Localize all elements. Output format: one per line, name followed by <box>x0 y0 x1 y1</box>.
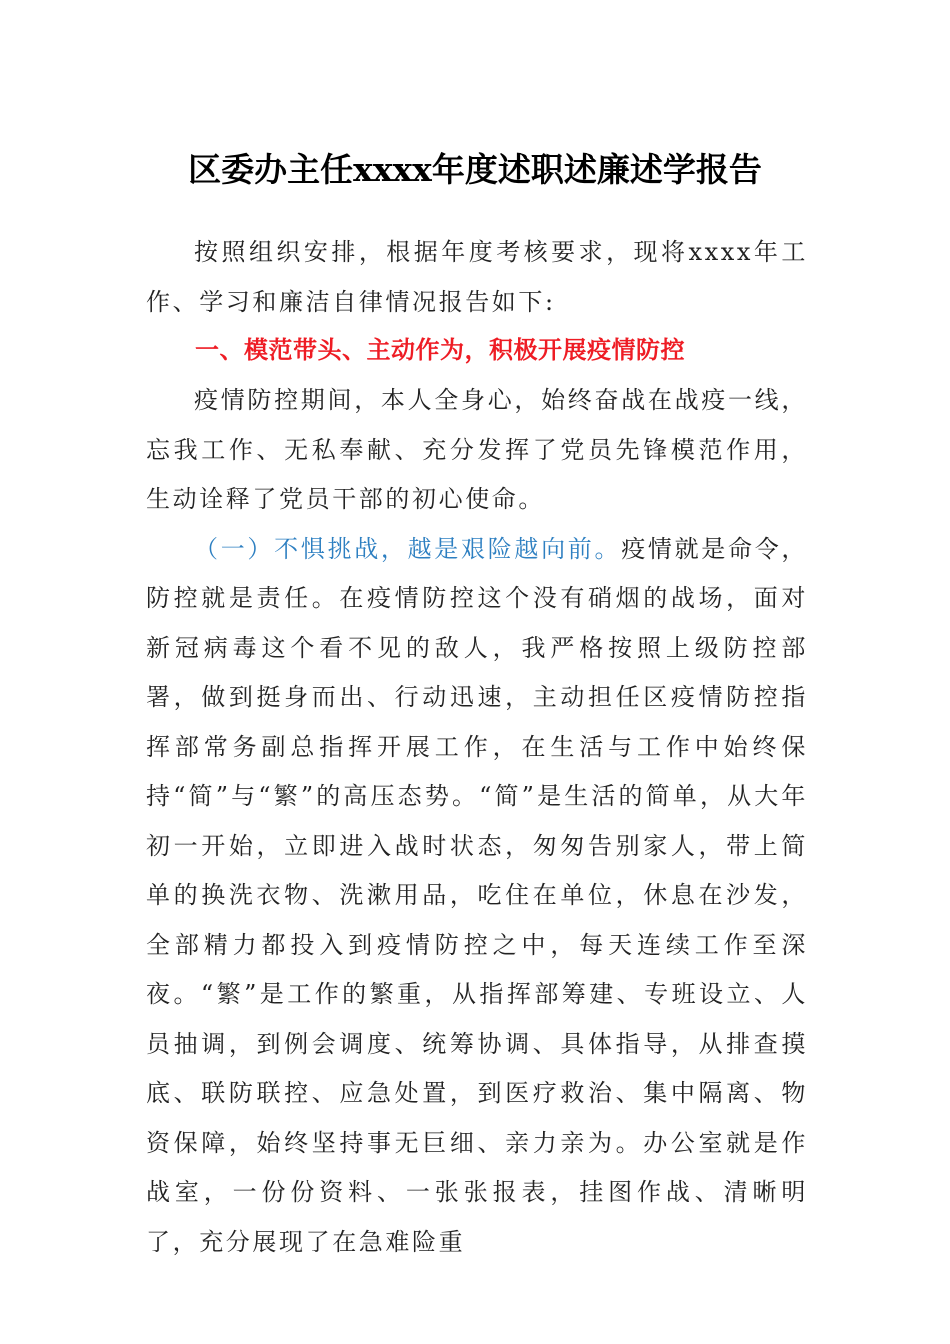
paragraph-2 <box>146 525 808 1268</box>
paragraph-1: 疫情防控期间，本人全身心，始终奋战在战疫一线，忘我工作、无私奉献、充分发挥了党员先锋模范作用，生动诠释了党员干部的初心使命。 <box>146 386 808 513</box>
section-heading-1: 一、模范带头、主动作为，积极开展疫情防控 <box>195 336 685 364</box>
subheading-1: （一）不惧挑战，越是艰险越向前。 <box>194 534 622 563</box>
paragraph-2-text: 疫情就是命令，防控就是责任。在疫情防控这个没有硝烟的战场，面对新冠病毒这个看不见的敌人，我严格按照上级防控部署，做到挺身而出、行动迅速，主动担任区疫情防控指挥部常务副总指挥开展工作，在生活与工作中始终保持“简”与“繁”的高压态势。“简”是生活的简单，从大年初一开始，立即进入战时状态，匆匆告别家人，带上简单的换洗衣物、洗漱用品，吃住在单位，休息在沙发，全部精力都投入到疫情防控之中，每天连续工作至深夜。“繁”是工作的繁重，从指挥部筹建、专班设立、人员抽调，到例会调度、统筹协调、具体指导，从排查摸底、联防联控、应急处置，到医疗救治、集中隔离、物资保障，始终坚持事无巨细、亲力亲为。办公室就是作战室，一份份资料、一张张报表，挂图作战、清晰明了，充分展现了在急难险重 <box>146 534 808 1256</box>
section-1-body <box>146 376 808 1267</box>
intro-block <box>146 228 808 327</box>
document-title: 区委办主任xxxx年度述职述廉述学报告 <box>188 150 762 189</box>
intro-paragraph: 按照组织安排，根据年度考核要求，现将xxxx年工作、学习和廉洁自律情况报告如下: <box>146 238 808 316</box>
